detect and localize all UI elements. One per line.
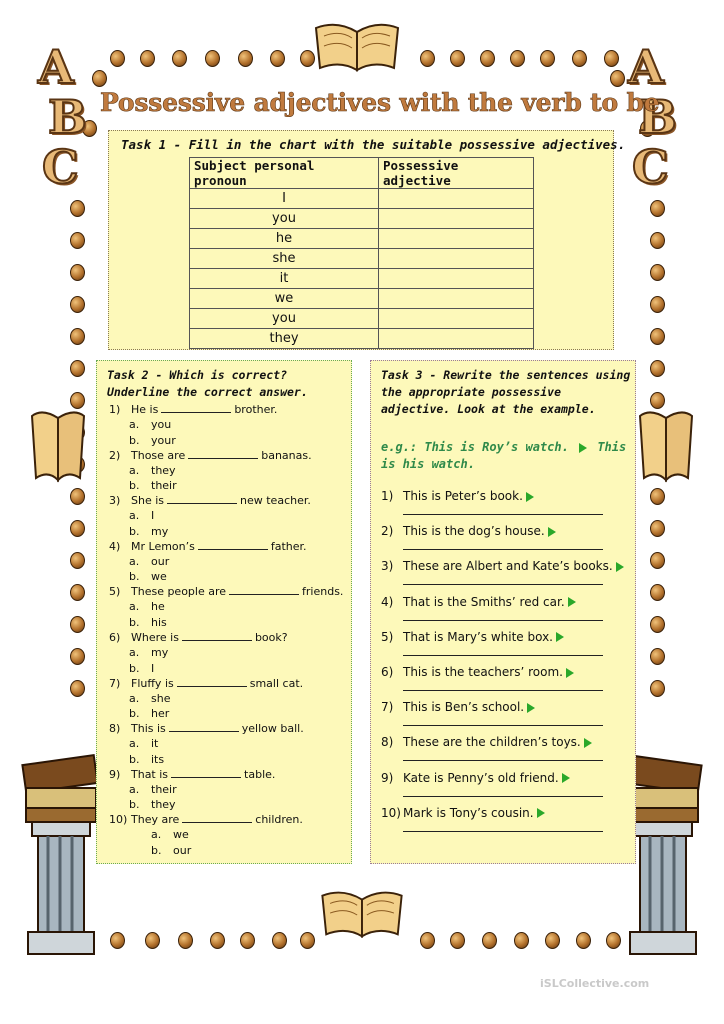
sentence-text: That is the Smiths’ red car. (403, 594, 565, 609)
letter-a-right: A (628, 40, 664, 94)
answer-blank[interactable] (161, 403, 231, 413)
open-book-icon (312, 18, 402, 78)
option-text[interactable]: he (151, 600, 165, 614)
option-letter: b. (129, 661, 140, 675)
decorative-dot (650, 392, 665, 409)
task3-sentence (381, 735, 595, 749)
decorative-dot (70, 648, 85, 665)
option-text[interactable]: her (151, 707, 170, 721)
question-before: Where is (131, 631, 179, 644)
question-after: yellow ball. (241, 722, 304, 736)
chart-answer-cell[interactable] (379, 189, 534, 209)
answer-blank[interactable] (198, 540, 268, 550)
question-before: He is (131, 403, 159, 416)
chart-answer-cell[interactable] (379, 329, 534, 349)
sentence-text: These are Albert and Kate’s books. (403, 559, 613, 574)
sentence-number: 5) (381, 629, 394, 644)
question-after: table. (244, 767, 276, 781)
letter-b-right: B (638, 90, 677, 144)
option-text[interactable]: my (151, 524, 169, 538)
sentence-number: 4) (381, 594, 394, 609)
question-number: 4) (109, 539, 121, 553)
sentence-number: 10) (381, 805, 401, 820)
answer-line[interactable] (403, 725, 603, 726)
chart-pronoun: they (190, 329, 379, 349)
option-letter: a. (129, 691, 140, 705)
question-before: Fluffy is (131, 676, 174, 690)
sentence-number: 7) (381, 700, 394, 715)
task3-sentence (381, 630, 567, 644)
option-text[interactable]: we (173, 828, 189, 842)
decorative-dot (70, 360, 85, 377)
chart-pronoun: I (190, 189, 379, 209)
task2-option-a[interactable] (151, 828, 189, 841)
decorative-dot (92, 70, 107, 87)
decorative-dot (540, 50, 555, 67)
decorative-dot (70, 520, 85, 537)
decorative-dot (450, 50, 465, 67)
side-book-right-icon (636, 408, 696, 488)
decorative-dot (650, 360, 665, 377)
green-arrow-icon (616, 562, 624, 572)
decorative-dot (606, 932, 621, 949)
decorative-dot (110, 932, 125, 949)
answer-line[interactable] (403, 831, 603, 832)
task2-option-b[interactable] (129, 753, 164, 766)
chart-answer-cell[interactable] (379, 289, 534, 309)
chart-pronoun: it (190, 269, 379, 289)
task1-heading: Task 1 - Fill in the chart with the suitable possessive adjectives. (121, 137, 626, 152)
decorative-dot (450, 932, 465, 949)
decorative-dot (70, 232, 85, 249)
option-letter: b. (129, 433, 140, 447)
option-letter: a. (129, 646, 140, 659)
task2-option-a[interactable] (129, 509, 154, 522)
option-text[interactable]: I (151, 661, 155, 675)
option-text[interactable]: your (151, 433, 176, 447)
chart-header-pronoun: Subject personal pronoun (190, 158, 379, 189)
option-letter: b. (129, 524, 140, 538)
green-arrow-icon (584, 738, 592, 748)
green-arrow-icon (556, 632, 564, 642)
option-letter: a. (151, 828, 162, 842)
option-text[interactable]: my (151, 646, 169, 659)
task3-sentence (381, 559, 627, 573)
answer-line[interactable] (403, 690, 603, 691)
task2-box (96, 360, 352, 864)
answer-blank[interactable] (169, 722, 239, 732)
task3-sentence (381, 524, 559, 538)
decorative-dot (205, 50, 220, 67)
decorative-dot (70, 488, 85, 505)
decorative-dot (650, 680, 665, 697)
decorative-dot (482, 932, 497, 949)
decorative-dot (420, 50, 435, 67)
side-book-left-icon (28, 408, 88, 488)
sentence-number: 9) (381, 770, 394, 785)
letter-c-left: C (42, 140, 79, 194)
letter-a-left: A (38, 40, 74, 94)
task2-option-b[interactable] (129, 798, 176, 811)
option-letter: a. (129, 782, 140, 796)
task2-question (109, 722, 304, 735)
decorative-dot (514, 932, 529, 949)
task3-sentence (381, 700, 538, 714)
question-after: friends. (302, 585, 344, 599)
green-arrow-icon (527, 703, 535, 713)
decorative-dot (604, 50, 619, 67)
question-before: That is (131, 767, 169, 781)
green-arrow-icon (566, 668, 574, 678)
decorative-dot (70, 392, 85, 409)
task2-question (109, 449, 312, 462)
task3-sentence (381, 665, 577, 679)
option-letter: b. (129, 752, 140, 766)
task2-option-a[interactable] (129, 600, 165, 613)
chart-pronoun: you (190, 209, 379, 229)
task2-question (109, 585, 343, 598)
question-after: brother. (234, 403, 278, 416)
decorative-dot (70, 328, 85, 345)
task2-question (109, 677, 303, 690)
decorative-dot (650, 328, 665, 345)
green-arrow-icon (526, 492, 534, 502)
decorative-dot (70, 200, 85, 217)
decorative-dot (650, 648, 665, 665)
decorative-dot (510, 50, 525, 67)
task2-question (109, 813, 303, 826)
option-text[interactable]: we (151, 570, 167, 584)
decorative-dot (270, 50, 285, 67)
green-arrow-icon (568, 597, 576, 607)
green-arrow-icon (562, 773, 570, 783)
task2-option-b[interactable] (129, 707, 169, 720)
option-letter: b. (129, 615, 140, 629)
decorative-dot (178, 932, 193, 949)
question-before: They are (131, 813, 180, 827)
decorative-dot (650, 264, 665, 281)
answer-blank[interactable] (229, 585, 299, 595)
letter-c-right: C (632, 140, 669, 194)
green-arrow-icon (548, 527, 556, 537)
answer-line[interactable] (403, 584, 603, 585)
option-letter: b. (151, 843, 162, 857)
task3-example (381, 439, 631, 473)
decorative-dot (576, 932, 591, 949)
decorative-dot (545, 932, 560, 949)
decorative-dot (70, 264, 85, 281)
question-after: small cat. (249, 676, 304, 690)
question-after: father. (270, 539, 307, 553)
question-number: 10) (109, 813, 128, 827)
task3-heading: Task 3 - Rewrite the sentences using the appropriate possessive adjective. Look at the example. (381, 368, 631, 416)
decorative-dot (650, 488, 665, 505)
sentence-text: That is Mary’s white box. (403, 629, 553, 644)
task2-option-a[interactable] (129, 418, 171, 431)
decorative-dot (300, 932, 315, 949)
option-text[interactable]: their (151, 479, 177, 493)
option-text[interactable]: it (151, 737, 159, 751)
option-text[interactable]: you (151, 418, 172, 431)
sentence-text: This is the teachers’ room. (403, 665, 563, 679)
decorative-dot (650, 296, 665, 313)
task2-option-b[interactable] (129, 479, 177, 492)
sentence-number: 3) (381, 559, 394, 574)
option-letter: a. (129, 418, 140, 431)
decorative-dot (420, 932, 435, 949)
task2-option-b[interactable] (129, 662, 154, 675)
question-number: 9) (109, 767, 121, 781)
sentence-number: 2) (381, 524, 394, 539)
question-number: 3) (109, 494, 121, 508)
answer-blank[interactable] (177, 677, 247, 687)
decorative-dot (272, 932, 287, 949)
chart-answer-cell[interactable] (379, 309, 534, 329)
sentence-text: This is the dog’s house. (403, 524, 545, 539)
task2-option-b[interactable] (151, 844, 191, 857)
decorative-dot (70, 584, 85, 601)
option-letter: b. (129, 570, 140, 584)
answer-line[interactable] (403, 549, 603, 550)
question-before: Mr Lemon’s (131, 539, 195, 553)
option-text[interactable]: they (151, 463, 176, 477)
option-text[interactable]: our (151, 554, 170, 568)
decorative-dot (572, 50, 587, 67)
task2-option-a[interactable] (129, 737, 158, 750)
task3-sentence (381, 771, 573, 785)
option-text[interactable]: they (151, 798, 176, 812)
chart-pronoun: we (190, 289, 379, 309)
decorative-dot (610, 70, 625, 87)
decorative-dot (238, 50, 253, 67)
task2-option-b[interactable] (129, 434, 176, 447)
question-number: 6) (109, 631, 121, 644)
question-after: new teacher. (240, 494, 311, 508)
sentence-text: This is Ben’s school. (403, 700, 525, 715)
question-before: This is (131, 722, 166, 736)
chart-answer-cell[interactable] (379, 249, 534, 269)
task2-option-b[interactable] (129, 525, 168, 538)
open-book-bottom-icon (318, 886, 406, 944)
option-letter: a. (129, 509, 140, 523)
chart-answer-cell[interactable] (379, 269, 534, 289)
task2-option-b[interactable] (129, 616, 167, 629)
question-after: bananas. (261, 448, 312, 462)
question-after: book? (254, 631, 288, 644)
task2-option-a[interactable] (129, 646, 168, 659)
option-letter: b. (129, 479, 140, 493)
question-before: Those are (131, 448, 186, 462)
task2-option-a[interactable] (129, 692, 170, 705)
task3-sentence (381, 806, 548, 820)
chart-answer-cell[interactable] (379, 209, 534, 229)
decorative-dot (210, 932, 225, 949)
decorative-dot (70, 680, 85, 697)
sentence-text: These are the children’s toys. (403, 735, 581, 750)
page-title: Possessive adjectives with the verb to be (100, 88, 660, 117)
task2-question (109, 768, 275, 781)
question-number: 5) (109, 585, 121, 599)
task2-question (109, 540, 307, 553)
decorative-dot (650, 232, 665, 249)
decorative-dot (650, 520, 665, 537)
answer-blank[interactable] (167, 494, 237, 504)
decorative-dot (70, 552, 85, 569)
answer-line[interactable] (403, 655, 603, 656)
green-arrow-icon (579, 443, 587, 453)
green-arrow-icon (537, 808, 545, 818)
example-answer: This is his watch. (381, 440, 627, 471)
answer-line[interactable] (403, 620, 603, 621)
task3-box (370, 360, 636, 864)
option-text[interactable]: their (151, 782, 177, 796)
option-letter: a. (129, 554, 140, 568)
sentence-number: 8) (381, 735, 394, 750)
decorative-dot (240, 932, 255, 949)
chart-pronoun: he (190, 229, 379, 249)
option-letter: b. (129, 798, 140, 812)
question-number: 1) (109, 403, 121, 416)
task2-option-b[interactable] (129, 570, 167, 583)
task2-option-a[interactable] (129, 783, 177, 796)
footer-watermark: iSLCollective.com (540, 977, 650, 990)
chart-pronoun: she (190, 249, 379, 269)
chart-header-adjective: Possessive adjective (379, 158, 534, 189)
decorative-dot (650, 200, 665, 217)
answer-line[interactable] (403, 514, 603, 515)
letter-b-left: B (48, 90, 87, 144)
option-text[interactable]: its (151, 752, 165, 766)
question-after: children. (255, 813, 303, 827)
option-letter: b. (129, 707, 140, 721)
task2-question (109, 494, 311, 507)
sentence-number: 6) (381, 665, 394, 679)
decorative-dot (70, 296, 85, 313)
option-text[interactable]: I (151, 509, 155, 523)
decorative-dot (650, 584, 665, 601)
sentence-text: This is Peter’s book. (403, 489, 523, 503)
decorative-dot (70, 616, 85, 633)
task1-box (108, 130, 626, 350)
task2-question (109, 403, 277, 416)
option-text[interactable]: our (173, 843, 192, 857)
answer-blank[interactable] (182, 631, 252, 641)
decorative-dot (480, 50, 495, 67)
decorative-dot (140, 50, 155, 67)
chart-pronoun: you (190, 309, 379, 329)
task2-option-a[interactable] (129, 555, 169, 568)
decorative-dot (650, 552, 665, 569)
sentence-text: Mark is Tony’s cousin. (403, 805, 534, 820)
answer-blank[interactable] (188, 449, 258, 459)
task3-sentence (381, 595, 579, 609)
pronoun-chart (189, 157, 534, 349)
question-number: 8) (109, 722, 121, 736)
task2-question (109, 631, 288, 644)
task2-heading: Task 2 - Which is correct? Underline the correct answer. (107, 368, 308, 399)
question-before: She is (131, 494, 165, 508)
question-number: 2) (109, 448, 121, 462)
pillar-left-icon (20, 730, 102, 960)
answer-blank[interactable] (182, 813, 252, 823)
option-text[interactable]: his (151, 615, 167, 629)
option-text[interactable]: she (151, 691, 171, 705)
sentence-text: Kate is Penny’s old friend. (403, 770, 559, 785)
question-number: 7) (109, 676, 121, 690)
sentence-number: 1) (381, 489, 394, 503)
option-letter: a. (129, 463, 140, 477)
decorative-dot (145, 932, 160, 949)
answer-line[interactable] (403, 796, 603, 797)
example-question: e.g.: This is Roy’s watch. (381, 440, 569, 454)
answer-blank[interactable] (171, 768, 241, 778)
answer-line[interactable] (403, 760, 603, 761)
option-letter: a. (129, 600, 140, 614)
decorative-dot (172, 50, 187, 67)
decorative-dot (110, 50, 125, 67)
task2-option-a[interactable] (129, 464, 176, 477)
chart-answer-cell[interactable] (379, 229, 534, 249)
task3-sentence (381, 489, 537, 503)
question-before: These people are (131, 585, 227, 599)
option-letter: a. (129, 737, 140, 751)
decorative-dot (650, 616, 665, 633)
